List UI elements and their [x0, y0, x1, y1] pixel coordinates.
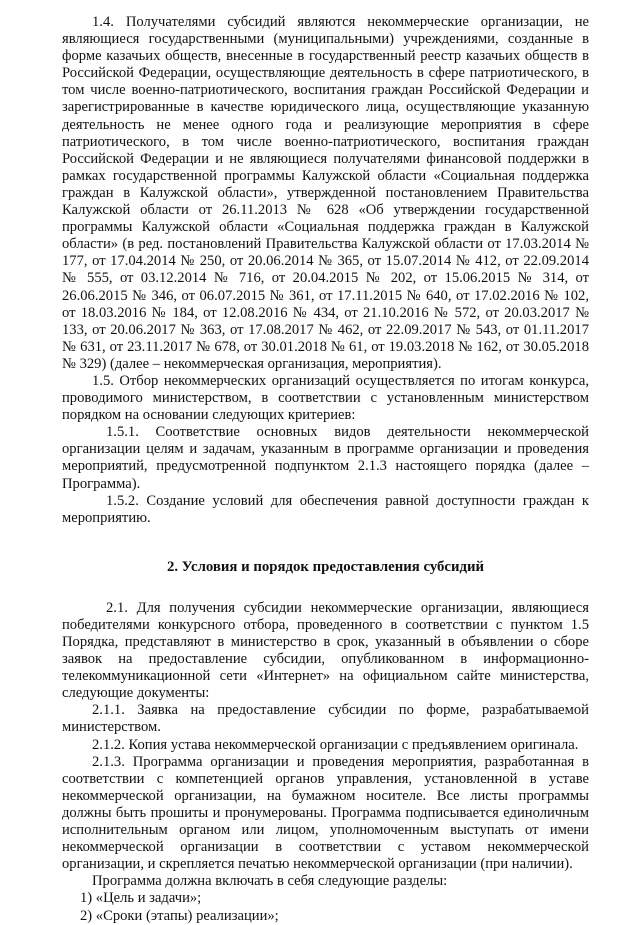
- program-sections-intro: Программа должна включать в себя следующие разделы:: [92, 873, 448, 890]
- list-item: 1) «Цель и задачи»;: [80, 890, 202, 907]
- section-2-heading: 2. Условия и порядок предоставления субсидий: [166, 558, 485, 575]
- paragraph-1-5-1: 1.5.1. Соответствие основных видов деятельности некоммерческой организации целям и задачам, указанным в программе организации и проведения мероприятий, предусмотренной подпунктом 2.1.3 настоящего порядка (далее – Программа).: [62, 424, 589, 492]
- paragraph-2-1-3: 2.1.3. Программа организации и проведения мероприятия, разработанная в соответствии с компетенцией органов управления, установленной в уставе некоммерческой организации, на бумажном носителе. Все листы программы должны быть прошиты и пронумерованы. Программа подписывается единоличным исполнительным органом или лицом, уполномоченным выступать от имени некоммерческой организации в соответствии с уставом некоммерческой организации, и скрепляется печатью некоммерческой организации (при наличии).: [62, 753, 589, 873]
- paragraph-1-4: 1.4. Получателями субсидий являются некоммерческие организации, не являющиеся государственными (муниципальными) учреждениями, созданные в форме казачьих обществ, внесенные в государственный реестр казачьих обществ в Российской Федерации, осуществляющие деятельность в сфере патриотического, в том числе военно-патриотического, воспитания граждан Российской Федерации и зарегистрированные в качестве юридического лица, осуществляющие указанную деятельность не менее одного года и реализующие мероприятия в сфере патриотического, в том числе военно-патриотического, воспитания граждан Российской Федерации и не являющиеся получателями финансовой поддержки в рамках государственной программы Калужской области «Социальная поддержка граждан в Калужской области», утвержденной постановлением Правительства Калужской области от 26.11.2013 № 628 «Об утверждении государственной программы Калужской области «Социальная поддержка граждан в Калужской области» (в ред. постановлений Правительства Калужской области от 17.03.2014 № 177, от 17.04.2014 № 250, от 20.06.2014 № 365, от 15.07.2014 № 412, от 22.09.2014 № 555, от 03.12.2014 № 716, от 20.04.2015 № 202, от 15.06.2015 № 314, от 26.06.2015 № 346, от 06.07.2015 № 361, от 17.11.2015 № 640, от 17.02.2016 № 102, от 18.03.2016 № 184, от 12.08.2016 № 434, от 21.10.2016 № 572, от 20.03.2017 № 133, от 20.06.2017 № 363, от 17.08.2017 № 462, от 22.09.2017 № 543, от 01.11.2017 № 631, от 23.11.2017 № 678, от 30.01.2018 № 61, от 19.03.2018 № 162, от 30.05.2018 № 329) (далее – некоммерческая организация, мероприятия).: [62, 14, 589, 372]
- document-body: [62, 14, 589, 925]
- paragraph-2-1-1: 2.1.1. Заявка на предоставление субсидии по форме, разрабатываемой министерством.: [62, 702, 589, 736]
- paragraph-2-1: 2.1. Для получения субсидии некоммерческие организации, являющиеся победителями конкурсного отбора, проведенного в соответствии с пунктом 1.5 Порядка, представляют в министерство в срок, указанный в объявлении о сборе заявок на предоставление субсидии, опубликованном в информационно-телекоммуникационной сети «Интернет» на официальном сайте министерства, следующие документы:: [62, 599, 589, 702]
- paragraph-1-5-2: 1.5.2. Создание условий для обеспечения равной доступности граждан к мероприятию.: [62, 492, 589, 526]
- paragraph-1-5: 1.5. Отбор некоммерческих организаций осуществляется по итогам конкурса, проводимого министерством, в соответствии с установленным министерством порядком на основании следующих критериев:: [62, 372, 589, 424]
- list-item: 2) «Сроки (этапы) реализации»;: [80, 907, 279, 924]
- paragraph-2-1-2: 2.1.2. Копия устава некоммерческой организации с предъявлением оригинала.: [92, 736, 579, 753]
- program-sections-list: [62, 890, 589, 924]
